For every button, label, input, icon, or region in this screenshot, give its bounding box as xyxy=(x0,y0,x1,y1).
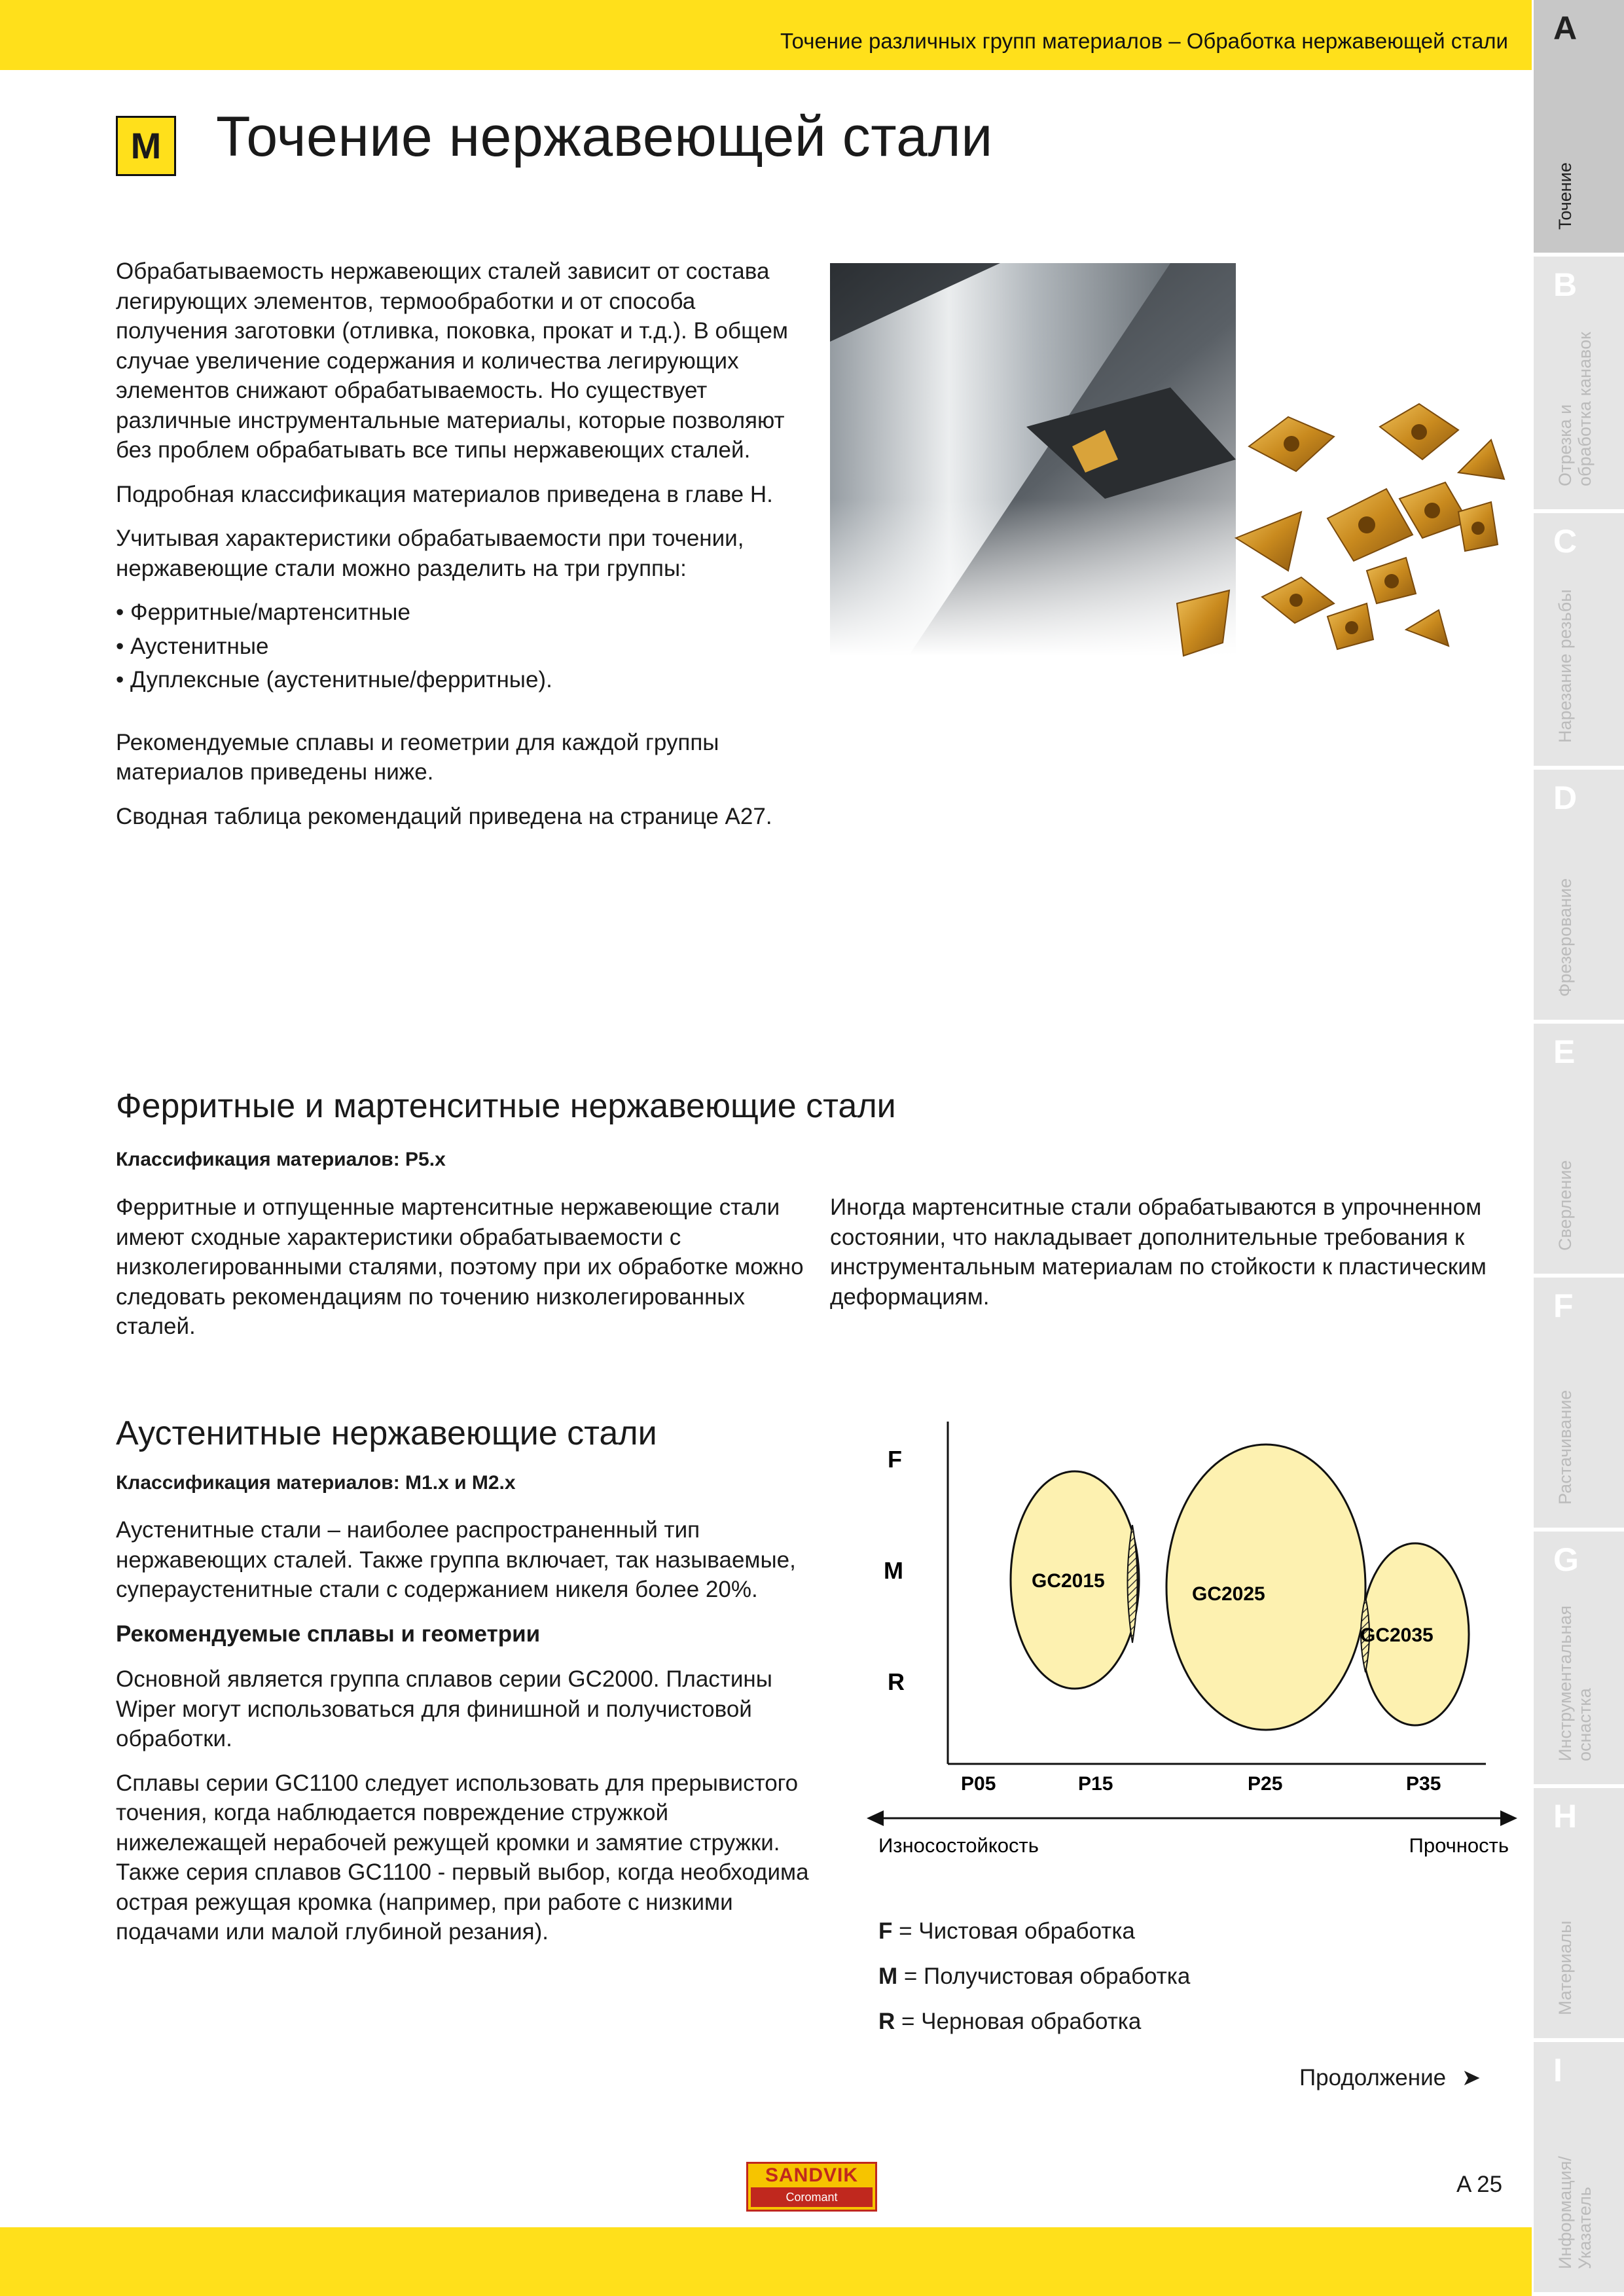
tab-h-materials[interactable]: H Материалы xyxy=(1534,1788,1624,2042)
austenitic-heading: Аустенитные нержавеющие стали xyxy=(116,1414,657,1452)
x-tick-p05: P05 xyxy=(961,1773,996,1795)
page-title: Точение нержавеющей стали xyxy=(216,105,993,168)
austenitic-paragraph-3: Сплавы серии GC1100 следует использовать для прерывистого точения, когда наблюдается повреждение стружкой нижележащей нерабочей режущей кромки и замятие стружки. Также серия сплавов GC1100 - первый выбор, когда необходима острая режущая кромка (например, при работе с низкими подачами или малой глубиной резания). xyxy=(116,1770,809,1945)
tab-e-drilling[interactable]: E Сверление xyxy=(1534,1024,1624,1278)
turning-inserts-photo xyxy=(830,263,1511,682)
intro-paragraph-3: Учитывая характеристики обрабатываемости при точении, нержавеющие стали можно разделить на три группы: xyxy=(116,526,744,581)
tab-g-tool-holding[interactable]: G Инструментальная оснастка xyxy=(1534,1532,1624,1788)
intro-paragraph-1: Обрабатываемость нержавеющих сталей зависит от состава легирующих элементов, термообработки и от способа получения заготовки (отливка, поковка, прокат и т.д.). В общем случае увеличение содержания и количества легирующих элементов снижают обрабатываемость. Но существует различные инструментальные материалы, которые позволяют без проблем обрабатывать все типы нержавеющих сталей. xyxy=(116,259,788,463)
tab-b-parting-grooving[interactable]: B Отрезка и обработка канавок xyxy=(1534,257,1624,513)
page-number: A 25 xyxy=(1456,2172,1503,2197)
x-tick-p15: P15 xyxy=(1078,1773,1113,1795)
list-item: • Ферритные/мартенситные xyxy=(116,600,410,625)
chart-legend xyxy=(878,1909,1190,2044)
ferritic-heading: Ферритные и мартенситные нержавеющие стали xyxy=(116,1087,896,1125)
tab-a-turning[interactable]: A Точение xyxy=(1534,0,1624,257)
label-gc2025: GC2025 xyxy=(1192,1583,1265,1605)
tab-c-threading[interactable]: C Нарезание резьбы xyxy=(1534,513,1624,770)
breadcrumb: Точение различных групп материалов – Обработка нержавеющей стали xyxy=(780,29,1508,53)
footer-bar xyxy=(0,2227,1532,2296)
tab-f-boring[interactable]: F Растачивание xyxy=(1534,1278,1624,1532)
legend-item: R = Черновая обработка xyxy=(878,2009,1142,2034)
intro-paragraph-4: Рекомендуемые сплавы и геометрии для каждой группы материалов приведены ниже. xyxy=(116,729,719,785)
legend-item: M = Получистовая обработка xyxy=(878,1964,1191,1989)
steel-groups-list xyxy=(116,598,810,695)
ferritic-text-right: Иногда мартенситные стали обрабатываются в упрочненном состоянии, что накладывает дополнительные требования к инструментальным материалам по стойкости к пластическим деформациям. xyxy=(830,1194,1487,1310)
list-item: • Дуплексные (аустенитные/ферритные). xyxy=(116,667,552,692)
arrow-left-head-icon xyxy=(867,1810,884,1826)
label-gc2015: GC2015 xyxy=(1032,1570,1105,1592)
chart-svg xyxy=(864,1407,1519,1878)
arrow-right-head-icon xyxy=(1500,1810,1517,1826)
arrow-right-label: Прочность xyxy=(1409,1834,1509,1857)
header-bar xyxy=(0,0,1532,70)
austenitic-classification: Классификация материалов: M1.x и M2.x xyxy=(116,1472,516,1494)
legend-item: F = Чистовая обработка xyxy=(878,1918,1135,1944)
y-label-f: F xyxy=(888,1446,902,1473)
ferritic-text-left: Ферритные и отпущенные мартенситные нержавеющие стали имеют сходные характеристики обрабатываемости с низколегированными сталями, поэтому при их обработке можно следовать рекомендациям по точению низколегированных сталей. xyxy=(116,1194,804,1339)
austenitic-paragraph-1: Аустенитные стали – наиболее распространенный тип нержавеющих сталей. Также группа включает, так называемые, суперaустенитные стали с содержанием никеля более 20%. xyxy=(116,1517,796,1602)
continue-link[interactable]: Продолжение ➤ xyxy=(1299,2065,1481,2090)
material-group-badge: M xyxy=(116,116,176,176)
austenitic-text xyxy=(116,1515,810,1962)
tab-i-info-index[interactable]: I Информация/ Указатель xyxy=(1534,2042,1624,2296)
tab-d-milling[interactable]: D Фрезерование xyxy=(1534,770,1624,1024)
intro-paragraph-5: Сводная таблица рекомендаций приведена на странице A27. xyxy=(116,803,772,829)
ferritic-classification: Классификация материалов: P5.x xyxy=(116,1149,446,1170)
intro-paragraph-2: Подробная классификация материалов приведена в главе H. xyxy=(116,481,773,507)
sandvik-coromant-logo: SANDVIK Coromant xyxy=(746,2162,877,2212)
x-tick-p25: P25 xyxy=(1248,1773,1283,1795)
austenitic-paragraph-2: Основной является группа сплавов серии GC2000. Пластины Wiper могут использоваться для финишной и получистовой обработки. xyxy=(116,1666,772,1751)
y-label-m: M xyxy=(884,1557,903,1584)
x-tick-p35: P35 xyxy=(1406,1773,1441,1795)
label-gc2035: GC2035 xyxy=(1360,1624,1434,1646)
arrow-left-label: Износостойкость xyxy=(878,1834,1039,1857)
intro-text xyxy=(116,257,810,846)
recommended-grades-heading: Рекомендуемые сплавы и геометрии xyxy=(116,1621,541,1647)
y-label-r: R xyxy=(888,1668,905,1695)
chapter-tabs xyxy=(1534,0,1624,2296)
arrow-right-icon: ➤ xyxy=(1461,2065,1481,2090)
list-item: • Аустенитные xyxy=(116,633,269,659)
